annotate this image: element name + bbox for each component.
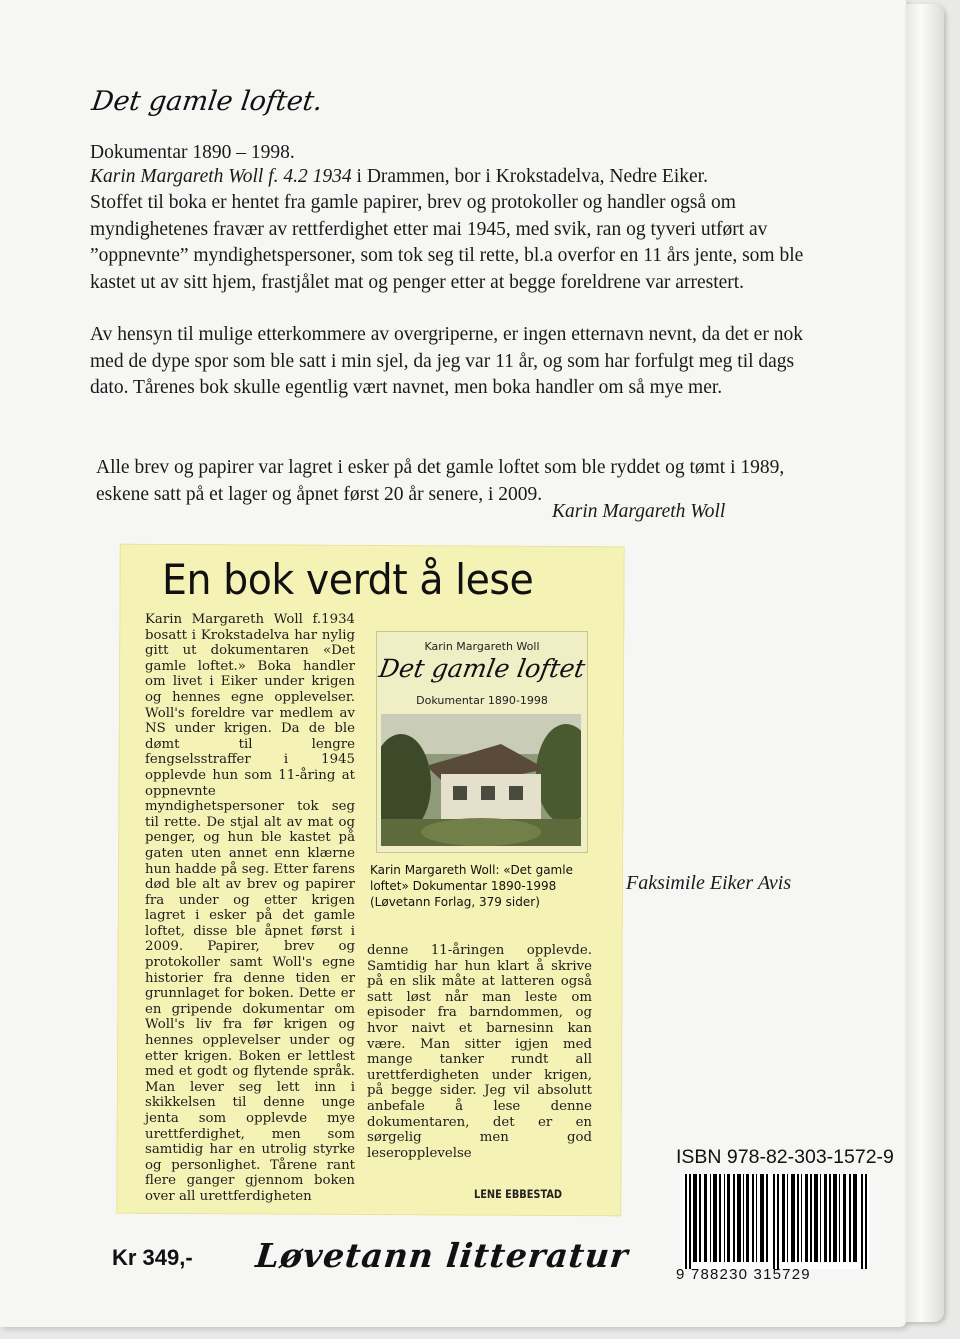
thumbnail-caption: Karin Margareth Woll: «Det gamle loftet» Dokumentar 1890-1998 (Løvetann Forlag, 379 sider) [370, 863, 573, 909]
author-name-date: Karin Margareth Woll f. 4.2 1934 [90, 166, 352, 187]
author-line [90, 164, 850, 191]
thumbnail-author: Karin Margareth Woll [424, 640, 540, 653]
clipping-column-1: Karin Margareth Woll f.1934 bosatt i Krokstadelva har nylig gitt ut dokumentaren «Det gamle loftet.» Boka handler om livet i Eiker under krigen og hennes egne opplevelser. Woll's foreldre var medlem av NS under krigen. Da de ble dømt til lengre fengselsstraffer i 1945 opplevde hun som 11-åring at oppnevnte myndighetspersoner tok seg til rette. De stjal alt av mat og penger, og hun ble kastet på gaten uten annet enn klærne hun hadde på seg. Etter farens død ble alt av brev og papirer fra under og etter krigen lagret i esker på det gamle loftet, disse ble åpnet først i 2009. Papirer, brev og protokoller samt Woll's egne historier fra denne tiden er grunnlaget for boken. Dette er en gripende dokumentar om Woll's liv fra før krigen og hennes opplevelser under og etter krigen. Boken er lettlest med et godt og flytende språk. Man lever seg lett inn i skikkelsen til denne unge jenta som opplevde mye urettferdighet, men som samtidig har en utrolig styrke og personlighet. Tårene rant flere ganger gjennom boken over all urettferdigheten [145, 612, 355, 1204]
clipping-byline: LENE EBBESTAD [474, 1187, 563, 1201]
barcode-icon [683, 1174, 869, 1269]
book-cover-thumbnail [376, 631, 588, 853]
publisher-logo: Løvetann litteratur [253, 1236, 631, 1275]
clipping-headline: En bok verdt å lese [162, 555, 534, 604]
clipping-column-2: denne 11-åringen opplevde. Samtidig har hun klart å skrive på en slik måte at latteren også satt løst når man leste om episoder fra barndommen, og hvor naivt et barnesinn kan være. Man sitter igjen med mange tanker rundt all urettferdigheten under krigen, på begge sider. Jeg vil absolutt anbefale å lese denne dokumentaren, det er en sørgelig men god leseropplevelse [367, 943, 592, 1161]
description-paragraph-3: Alle brev og papirer var lagret i esker på det gamle loftet som ble ryddet og tømt i 1989, eskene satt på et lager og åpnet først 20 år senere, i 2009. [96, 457, 785, 505]
book-title: Det gamle loftet. [89, 86, 325, 117]
facsimile-credit: Faksimile Eiker Avis [626, 872, 792, 894]
description-paragraph-1: Stoffet til boka er hentet fra gamle papirer, brev og protokoller og handler også om myndighetenes fravær av rettferdighet etter mai 1945, med svik, ran og tyveri utført av ”oppnevnte” myndighetspersoner, som tok seg til rette, bl.a overfor en 11 års jente, som ble kastet ut av sitt hjem, frastjålet mat og penger etter at begge foreldrene var arrestert. [90, 192, 804, 293]
subtitle: Dokumentar 1890 – 1998. [90, 142, 295, 163]
author-residence: i Drammen, bor i Krokstadelva, Nedre Eiker. [351, 166, 708, 187]
author-signature: Karin Margareth Woll [552, 501, 726, 522]
thumbnail-subtitle: Dokumentar 1890-1998 [416, 694, 548, 707]
description-paragraph-2: Av hensyn til mulige etterkommere av overgriperne, er ingen etternavn nevnt, da det er nok med de dype spor som ble satt i min sjel, da jeg var 11 år, og som har forfulgt meg til dags dato. Tårenes bok skulle egentlig vært navnet, men boka handler om så mye mer. [90, 324, 803, 398]
house-photo [381, 714, 581, 846]
book-spine [906, 4, 944, 1322]
barcode-number: 9 788230 315729 [676, 1266, 811, 1283]
price: Kr 349,- [112, 1245, 193, 1270]
thumbnail-title: Det gamle loftet [376, 654, 588, 683]
isbn: ISBN 978-82-303-1572-9 [676, 1146, 894, 1168]
